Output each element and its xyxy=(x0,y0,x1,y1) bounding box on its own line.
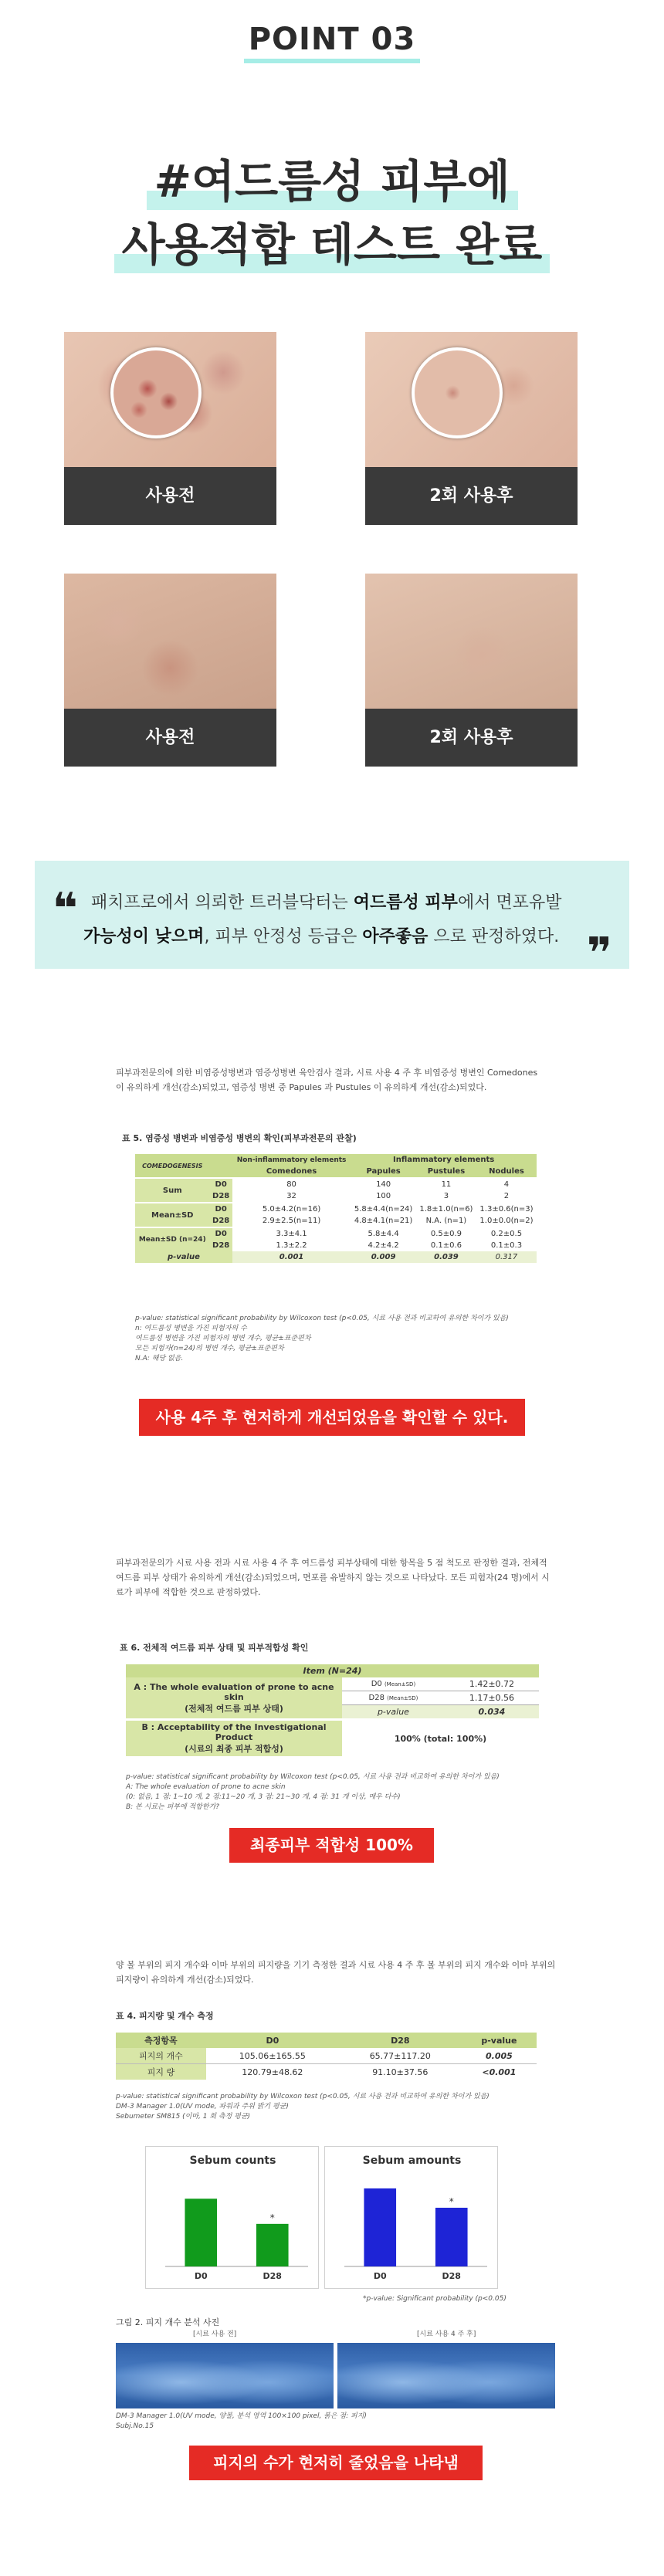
tick-label: D28 xyxy=(263,2271,282,2281)
quote-bold: 가능성이 낮으며 xyxy=(83,927,205,946)
col-comedones: Comedones xyxy=(232,1166,351,1178)
row-sub: D0 xyxy=(210,1227,232,1240)
tick-label: D0 xyxy=(373,2271,387,2281)
table4-notes xyxy=(116,2092,556,2122)
chart-title: Sebum counts xyxy=(189,2155,276,2167)
cell: 105.06±165.55 xyxy=(239,2050,306,2061)
row-sub: D28 xyxy=(210,1190,232,1203)
cell: 5.0±4.2(n=16) xyxy=(262,1205,321,1214)
photo-notes xyxy=(116,2412,556,2432)
row-sub: D28 xyxy=(210,1240,232,1251)
row-label: Sum xyxy=(135,1178,210,1203)
row-sub: D28 xyxy=(210,1215,232,1227)
table6-notes xyxy=(126,1772,558,1813)
table5 xyxy=(135,1154,537,1263)
chart-note: *p-value: Significant probability (p<0.05) xyxy=(363,2295,506,2303)
sebum-photo-before xyxy=(116,2343,334,2408)
item-a-label: A : The whole evaluation of prone to acne skin xyxy=(134,1681,334,1702)
figure2-title: 그림 2. 피지 개수 분석 사진 xyxy=(116,2317,220,2327)
pvalue-cell: 0.001 xyxy=(279,1253,304,1261)
cell: 3 xyxy=(443,1192,449,1200)
headline-line1-text: #여드름성 피부에 xyxy=(147,145,518,210)
cell: 91.10±37.56 xyxy=(372,2067,429,2077)
table-row xyxy=(135,1227,537,1240)
headline-line1 xyxy=(0,145,664,210)
sebum-photo-after xyxy=(337,2343,555,2408)
col-noninf: Non-inflammatory elements xyxy=(232,1154,351,1166)
photo-caption: 2회 사용후 xyxy=(365,467,578,525)
quote-text: 으로 판정하였다. xyxy=(428,927,560,946)
col-nodules: Nodules xyxy=(476,1166,537,1178)
photo-after-1 xyxy=(365,332,578,525)
skin-photo xyxy=(365,332,578,467)
cell: 4.2±4.2 xyxy=(368,1241,399,1250)
pvalue-value: 0.034 xyxy=(445,1705,539,1720)
note: 모든 피험자(n=24)의 병변 개수, 평균±표준편차 xyxy=(135,1345,284,1352)
note: Sebumeter SM815 (이마, 1 회 측정 평균) xyxy=(116,2113,251,2121)
table-row xyxy=(135,1178,537,1190)
col-inf: Inflammatory elements xyxy=(351,1154,537,1166)
quote-bold: 여드름성 피부 xyxy=(353,893,458,912)
magnifier-inset xyxy=(412,347,503,438)
col-pustules: Pustules xyxy=(416,1166,476,1178)
table5-title: 표 5. 염증성 병변과 비염증성 병변의 확인(피부과전문의 관찰) xyxy=(122,1133,357,1143)
quote-text: 패치프로에서 의뢰한 트러블닥터는 xyxy=(91,893,354,912)
cell: 1.0±0.0(n=2) xyxy=(479,1217,534,1225)
result-label-1: 사용 4주 후 현저하게 개선되었음을 확인할 수 있다. xyxy=(139,1399,525,1436)
cell: 65.77±117.20 xyxy=(369,2050,431,2061)
pvalue-cell: 0.009 xyxy=(371,1253,396,1261)
photo-caption: 사용전 xyxy=(64,709,276,767)
chart-sebum-amounts xyxy=(324,2146,498,2289)
table5-notes xyxy=(135,1314,567,1364)
cell: 4.8±4.1(n=21) xyxy=(354,1217,413,1225)
skin-photo xyxy=(64,332,276,467)
item-b xyxy=(126,1720,342,1757)
item-b-value: 100% (total: 100%) xyxy=(394,1733,487,1744)
d28-value: 1.17±0.56 xyxy=(445,1691,539,1705)
d0-label xyxy=(342,1677,445,1691)
pvalue-cell: 0.039 xyxy=(434,1253,459,1261)
d28-label xyxy=(342,1691,445,1705)
chart-title: Sebum amounts xyxy=(362,2155,462,2167)
note: DM-3 Manager 1.0(UV mode, 양볼, 분석 영역 100×100 pixel, 붉은 점: 피지) xyxy=(116,2412,367,2420)
photo-label-before: [시료 사용 전] xyxy=(193,2331,237,2338)
pvalue-cell: 0.317 xyxy=(495,1253,518,1261)
d0-text: D0 xyxy=(371,1680,382,1688)
section1-paragraph: 피부과전문의에 의한 비염증성병변과 염증성병변 육안검사 결과, 시료 사용 4 주 후 비염증성 병변인 Comedones 이 유의하게 개선(감소)되었고, 염증성 병변 중 Papules 과 Pustules 이 유의하게 개선(감소)되었다. xyxy=(116,1068,538,1092)
cell: 1.3±2.2 xyxy=(276,1241,307,1250)
quote-line-2 xyxy=(83,923,608,947)
quote-text: , 피부 안정성 등급은 xyxy=(204,927,363,946)
note: p-value: statistical significant probability by Wilcoxon test (p<0.05, 시료 사용 전과 비교하여 유의한 차이가 있음) xyxy=(135,1315,509,1322)
col-header: D28 xyxy=(339,2033,462,2048)
row-label: Mean±SD (n=24) xyxy=(135,1227,210,1251)
d0-value: 1.42±0.72 xyxy=(445,1677,539,1691)
skin-photo xyxy=(64,574,276,709)
skin-photo xyxy=(365,574,578,709)
cell: 0.1±0.6 xyxy=(430,1241,462,1250)
headline-line2 xyxy=(0,208,664,273)
significance-mark: * xyxy=(449,2195,454,2207)
quote-open-icon: ❝ xyxy=(53,884,78,934)
cell: <0.001 xyxy=(482,2067,517,2077)
point-label: POINT 03 xyxy=(244,22,421,63)
result-label-2: 최종피부 적합성 100% xyxy=(229,1828,434,1863)
cell: N.A. (n=1) xyxy=(425,1217,467,1225)
quote-close-icon: ❞ xyxy=(587,929,612,979)
cell: 5.8±4.4 xyxy=(368,1230,399,1238)
table4-title: 표 4. 피지량 및 개수 측정 xyxy=(116,2011,214,2021)
note: Subj.No.15 xyxy=(116,2422,154,2430)
note: p-value: statistical significant probability by Wilcoxon test (p<0.05, 시료 사용 전과 비교하여 유의한 차이가 있음) xyxy=(116,2093,490,2100)
table-row xyxy=(135,1251,537,1263)
photo-label-after: [시료 사용 4 주 후] xyxy=(417,2331,476,2338)
cell: 0.2±0.5 xyxy=(490,1230,523,1238)
note: p-value: statistical significant probability by Wilcoxon test (p<0.05, 시료 사용 전과 비교하여 유의한 차이가 있음) xyxy=(126,1773,500,1781)
chart-svg xyxy=(325,2147,499,2290)
cell: 100 xyxy=(376,1192,391,1200)
section2-paragraph: 피부과전문의가 시료 사용 전과 시료 사용 4 주 후 여드름성 피부상태에 대한 항목을 5 점 척도로 판정한 결과, 전체적 여드름 피부 상태가 유의하게 개선(감소)되었으며, 면포를 유발하지 않는 것으로 나타났다. 모든 피험자(24 명)에서 시료가 피부에 적합한 것으로 판정하였다. xyxy=(116,1558,550,1597)
bar-d28 xyxy=(256,2224,289,2266)
quote-bold: 아주좋음 xyxy=(362,927,429,946)
note: (0: 없음, 1 점: 1~10 개, 2 점:11~20 개, 3 점: 21~30 개, 4 점: 31 개 이상, 매우 다수) xyxy=(126,1793,401,1801)
cell: 0.1±0.3 xyxy=(490,1241,523,1250)
row-sub: D0 xyxy=(210,1178,232,1190)
item-a-label-kr: (전체적 여드름 피부 상태) xyxy=(185,1703,283,1714)
cell: 32 xyxy=(286,1192,296,1200)
cell: 120.79±48.62 xyxy=(242,2067,303,2077)
cell: 피지의 개수 xyxy=(116,2048,206,2064)
photo-caption: 사용전 xyxy=(64,467,276,525)
significance-mark: * xyxy=(269,2212,275,2223)
magnifier-inset xyxy=(110,347,202,438)
col-header: 측정항목 xyxy=(116,2033,206,2048)
bar-d0 xyxy=(364,2188,396,2266)
note: N.A: 해당 없음. xyxy=(135,1355,184,1362)
table-row xyxy=(116,2048,537,2064)
tick-label: D28 xyxy=(442,2271,461,2281)
point-heading xyxy=(0,22,664,63)
photo-before-1 xyxy=(64,332,276,525)
cell: 0.5±0.9 xyxy=(430,1230,462,1238)
table-corner: COMEDOGENESIS xyxy=(135,1154,210,1178)
note: DM-3 Manager 1.0(UV mode, 파워과 주위 밝기 평균) xyxy=(116,2103,289,2111)
cell: 11 xyxy=(441,1180,452,1189)
cell: 1.3±0.6(n=3) xyxy=(479,1205,534,1214)
pvalue-label: p-value xyxy=(135,1251,232,1263)
quote-line-1 xyxy=(91,889,616,913)
section3-paragraph: 양 볼 부위의 피지 개수와 이마 부위의 피지량을 기기 측정한 결과 시료 사용 4 주 후 볼 부위의 피지 개수와 이마 부위의 피지량이 유의하게 개선(감소)되었다. xyxy=(116,1960,556,1985)
d28-text: D28 xyxy=(368,1694,385,1702)
cell: 140 xyxy=(376,1180,391,1189)
quote-banner xyxy=(35,861,629,969)
col-papules: Papules xyxy=(351,1166,416,1178)
col-header: D0 xyxy=(206,2033,339,2048)
table6-head: Item (N=24) xyxy=(126,1664,539,1677)
tick-label: D0 xyxy=(194,2271,208,2281)
table4 xyxy=(116,2033,537,2080)
cell: 3.3±4.1 xyxy=(276,1230,307,1238)
cell: 5.8±4.4(n=24) xyxy=(354,1205,413,1214)
item-b-label: B : Acceptability of the Investigational Product xyxy=(141,1722,327,1742)
photo-after-2 xyxy=(365,574,578,767)
cell: 0.005 xyxy=(485,2050,513,2061)
table-row xyxy=(116,2064,537,2080)
result-label-3: 피지의 수가 현저히 줄었음을 나타냄 xyxy=(189,2446,483,2480)
col-header: p-value xyxy=(462,2033,537,2048)
table-row xyxy=(135,1203,537,1215)
note: 여드름성 병변을 가진 피험자의 병변 개수, 평균±표준편차 xyxy=(135,1335,311,1342)
d0-sub: (Mean±SD) xyxy=(384,1681,416,1687)
table6-title: 표 6. 전체적 여드름 피부 상태 및 피부적합성 확인 xyxy=(120,1643,309,1653)
d28-sub: (Mean±SD) xyxy=(387,1695,418,1701)
cell: 80 xyxy=(286,1180,296,1189)
photo-before-2 xyxy=(64,574,276,767)
note: A: The whole evaluation of prone to acne skin xyxy=(126,1783,286,1791)
cell: 4 xyxy=(503,1180,510,1189)
item-a xyxy=(126,1677,342,1720)
cell: 1.8±1.0(n=6) xyxy=(419,1205,473,1214)
chart-svg xyxy=(146,2147,320,2290)
note: n: 여드름성 병변을 가진 피험자의 수 xyxy=(135,1325,247,1332)
item-b-label-kr: (시료의 최종 피부 적합성) xyxy=(185,1744,283,1754)
quote-text: 에서 면포유발 xyxy=(457,893,562,912)
note: B: 본 시료는 피부에 적합한가? xyxy=(126,1803,220,1811)
bar-d0 xyxy=(185,2199,217,2266)
cell: 2.9±2.5(n=11) xyxy=(262,1217,321,1225)
cell: 2 xyxy=(503,1192,510,1200)
chart-sebum-counts xyxy=(145,2146,319,2289)
table-row xyxy=(126,1677,539,1691)
photo-caption: 2회 사용후 xyxy=(365,709,578,767)
table-row xyxy=(126,1720,539,1757)
headline-line2-text: 사용적합 테스트 완료 xyxy=(114,208,551,273)
pvalue-label: p-value xyxy=(342,1705,445,1720)
bar-d28 xyxy=(435,2208,468,2266)
row-label: Mean±SD xyxy=(135,1203,210,1227)
table6 xyxy=(126,1664,539,1756)
cell: 피지 량 xyxy=(116,2064,206,2080)
row-sub: D0 xyxy=(210,1203,232,1215)
